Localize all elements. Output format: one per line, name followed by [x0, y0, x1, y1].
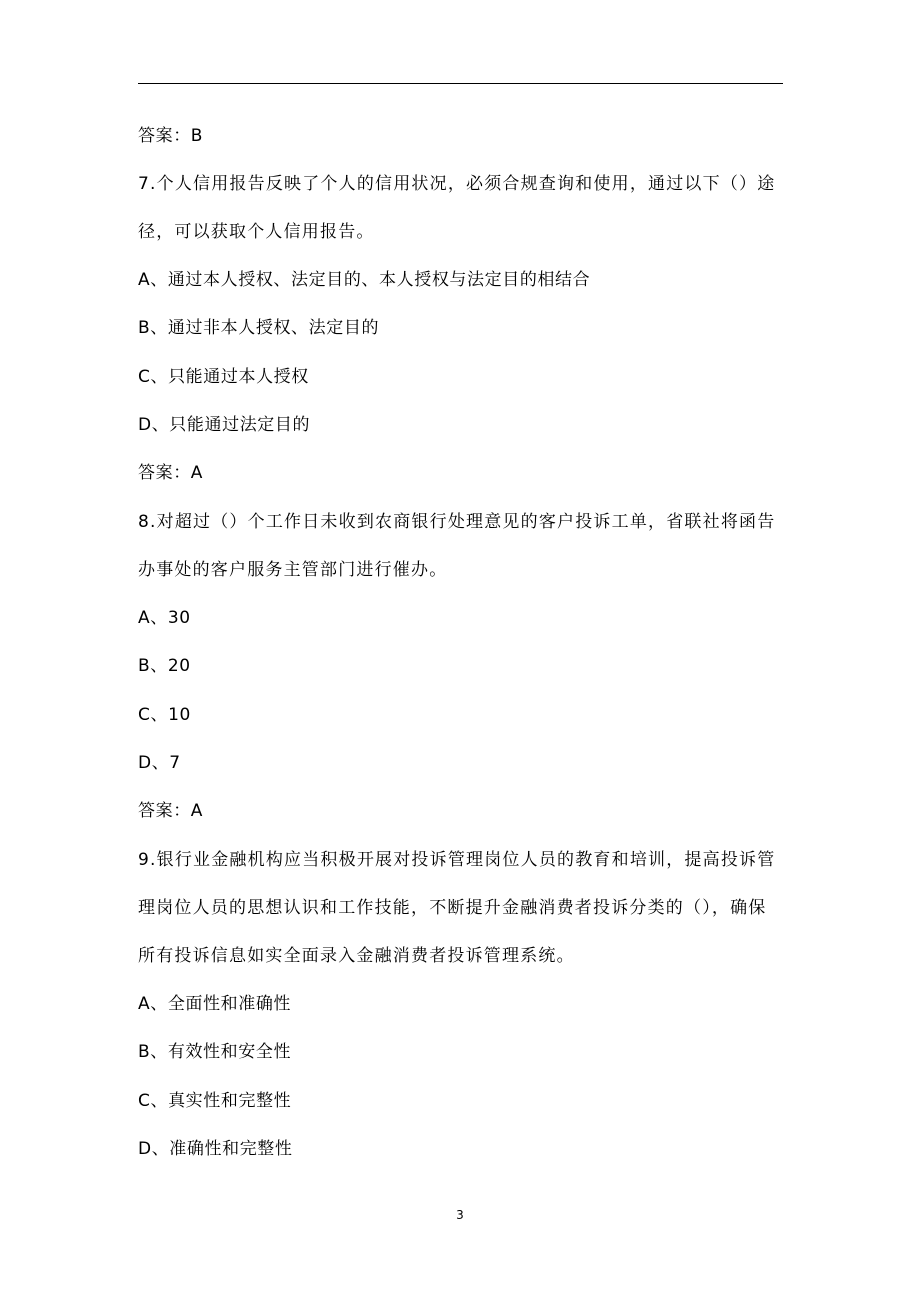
question-8-option-a: A、30: [138, 608, 191, 628]
question-8-stem-line-1: 8.对超过（）个工作日未收到农商银行处理意见的客户投诉工单，省联社将函告: [138, 512, 776, 532]
question-7-answer: 答案：A: [138, 463, 204, 483]
question-8-option-d: D、7: [138, 753, 181, 773]
question-7-option-c: C、只能通过本人授权: [138, 367, 309, 387]
question-9-option-a: A、全面性和准确性: [138, 994, 292, 1014]
question-9-option-b: B、有效性和安全性: [138, 1042, 292, 1062]
page-number: 3: [456, 1208, 464, 1222]
previous-answer: 答案：B: [138, 126, 204, 146]
question-8-stem-line-2: 办事处的客户服务主管部门进行催办。: [138, 560, 448, 580]
question-9-option-c: C、真实性和完整性: [138, 1091, 292, 1111]
question-8-option-c: C、10: [138, 705, 191, 725]
question-9-stem-line-2: 理岗位人员的思想认识和工作技能，不断提升金融消费者投诉分类的（），确保: [138, 898, 767, 918]
question-9-option-d: D、准确性和完整性: [138, 1139, 293, 1159]
question-7-stem-line-2: 径，可以获取个人信用报告。: [138, 222, 375, 242]
question-7-option-a: A、通过本人授权、法定目的、本人授权与法定目的相结合: [138, 270, 591, 290]
question-7-option-d: D、只能通过法定目的: [138, 415, 311, 435]
question-8-option-b: B、20: [138, 656, 191, 676]
question-8-answer: 答案：A: [138, 801, 204, 821]
question-7-stem-line-1: 7.个人信用报告反映了个人的信用状况，必须合规查询和使用，通过以下（）途: [138, 174, 776, 194]
question-7-option-b: B、通过非本人授权、法定目的: [138, 318, 380, 338]
question-9-stem-line-3: 所有投诉信息如实全面录入金融消费者投诉管理系统。: [138, 946, 575, 966]
header-rule: [138, 83, 783, 84]
question-9-stem-line-1: 9.银行业金融机构应当积极开展对投诉管理岗位人员的教育和培训，提高投诉管: [138, 850, 776, 870]
